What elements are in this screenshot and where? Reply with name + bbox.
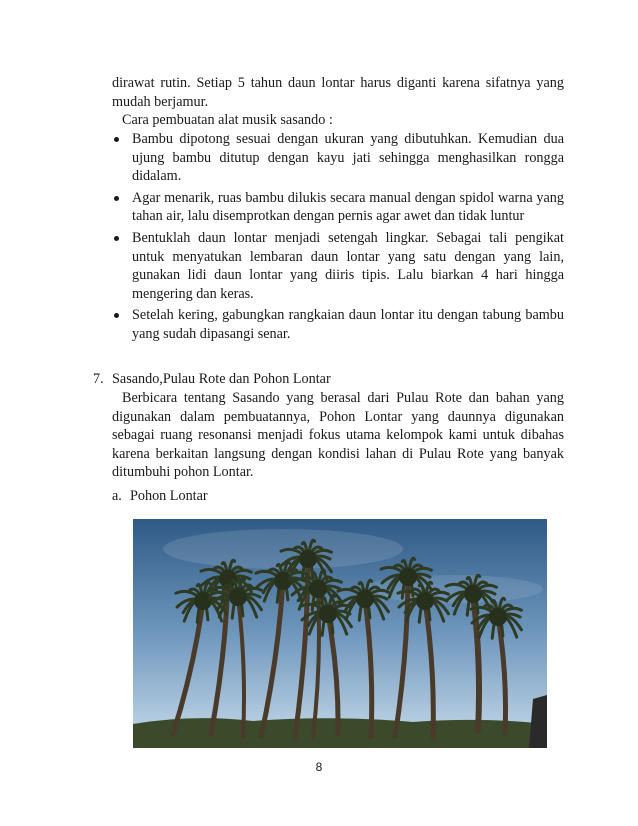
steps-intro: Cara pembuatan alat musik sasando :: [122, 112, 333, 129]
continuation-paragraph: dirawat rutin. Setiap 5 tahun daun lontar harus diganti karena sifatnya yang mudah berjamur.: [112, 75, 564, 110]
bullet-icon: [114, 137, 119, 142]
list-item: Agar menarik, ruas bambu dilukis secara manual dengan spidol warna yang tahan air, lalu disemprotkan dengan pernis agar awet dan tidak luntur: [112, 189, 564, 226]
list-item: Bentuklah daun lontar menjadi setengah lingkar. Sebagai tali pengikat untuk menyatukan lembaran daun lontar yang satu dengan yang lain, gunakan lidi daun lontar yang diiris tipis. Lalu biarkan 4 hari hingga mengering dan keras.: [112, 229, 564, 303]
section-number: 7.: [93, 371, 104, 387]
palm-trees-image: [133, 519, 547, 748]
bullet-icon: [114, 313, 119, 318]
steps-list: [112, 130, 564, 347]
list-item: Bambu dipotong sesuai dengan ukuran yang dibutuhkan. Kemudian dua ujung bambu ditutup dengan kayu jati sehingga menghasilkan rongga didalam.: [112, 130, 564, 186]
section-7-paragraph: Berbicara tentang Sasando yang berasal dari Pulau Rote dan bahan yang digunakan dalam pembuatannya, Pohon Lontar yang daunnya digunakan sebagai ruang resonansi menjadi fokus utama kelompok kami untuk dibahas karena berkaitan langsung dengan kondisi lahan di Pulau Rote yang banyak ditumbuhi pohon Lontar.: [112, 390, 564, 481]
section-title: Sasando,Pulau Rote dan Pohon Lontar: [112, 371, 331, 387]
section-7-body: [112, 389, 564, 482]
continuation-section: [112, 74, 564, 130]
subsection-title: Pohon Lontar: [130, 488, 208, 504]
bullet-icon: [114, 236, 119, 241]
subsection-letter: a.: [112, 488, 122, 504]
section-7-heading: [93, 370, 331, 389]
page-number: 8: [315, 760, 323, 774]
subsection-a-heading: [112, 487, 208, 506]
list-item: Setelah kering, gabungkan rangkaian daun lontar itu dengan tabung bambu yang sudah dipasangi senar.: [112, 306, 564, 343]
palm-trees-photo: [133, 519, 547, 748]
bullet-icon: [114, 196, 119, 201]
